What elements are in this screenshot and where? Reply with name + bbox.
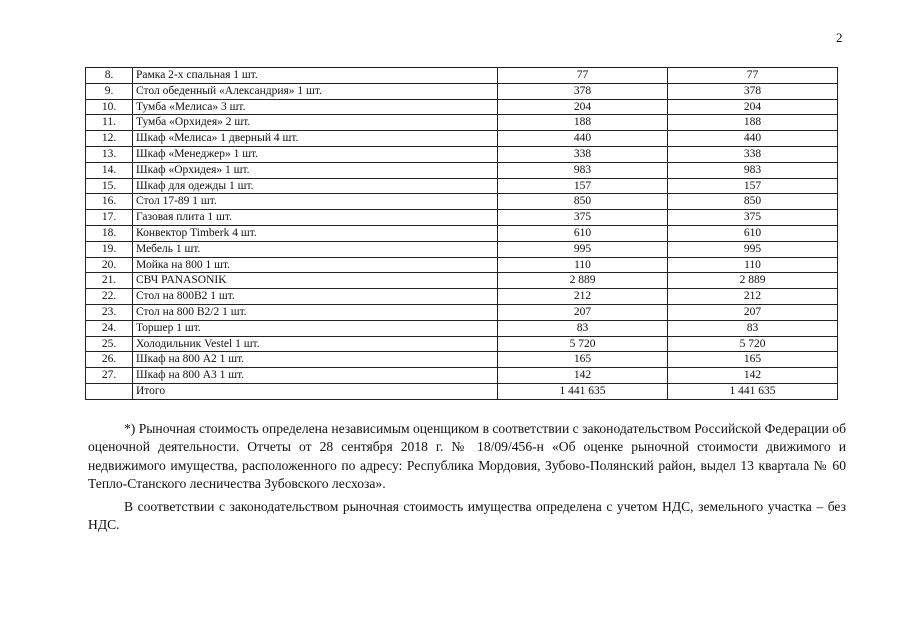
table-row xyxy=(86,210,838,226)
value-cell-2: 188 xyxy=(668,115,838,131)
value-cell-1: 995 xyxy=(498,241,668,257)
table-row xyxy=(86,131,838,147)
row-number-cell: 8. xyxy=(86,68,133,84)
value-cell-2: 850 xyxy=(668,194,838,210)
table-row xyxy=(86,68,838,84)
value-cell-2: 5 720 xyxy=(668,336,838,352)
value-cell-1: 983 xyxy=(498,162,668,178)
row-number-cell: 10. xyxy=(86,99,133,115)
value-cell-1: 83 xyxy=(498,320,668,336)
item-name-cell: Тумба «Мелиса» 3 шт. xyxy=(133,99,498,115)
row-number-cell: 22. xyxy=(86,289,133,305)
item-name-cell: СВЧ PANASONIK xyxy=(133,273,498,289)
value-cell-1: 142 xyxy=(498,368,668,384)
table-row xyxy=(86,225,838,241)
row-number-cell: 19. xyxy=(86,241,133,257)
item-name-cell: Стол на 800В2 1 шт. xyxy=(133,289,498,305)
value-cell-1: 338 xyxy=(498,146,668,162)
value-cell-1: 5 720 xyxy=(498,336,668,352)
table-row xyxy=(86,336,838,352)
row-number-cell: 18. xyxy=(86,225,133,241)
value-cell-1: 77 xyxy=(498,68,668,84)
value-cell-1: 207 xyxy=(498,304,668,320)
table-row xyxy=(86,241,838,257)
value-cell-2: 610 xyxy=(668,225,838,241)
assets-table-body xyxy=(86,68,838,400)
table-row xyxy=(86,146,838,162)
valuation-note-paragraph: *) Рыночная стоимость определена независимым оценщиком в соответствии с законодательством Российской Федерации об оценочной деятельности. Отчеты от 28 сентября 2018 г. № 18/09/456-н «Об оценке рыночной стоимости движимого и недвижимого имущества, расположенного по адресу: Республика Мордовия, Зубово-Полянский район, выдел 13 квартала № 60 Тепло-Станского лесничества Зубовского лесхоза». xyxy=(88,420,846,492)
total-number-cell xyxy=(86,383,133,399)
item-name-cell: Тумба «Орхидея» 2 шт. xyxy=(133,115,498,131)
total-value-cell-1: 1 441 635 xyxy=(498,383,668,399)
value-cell-2: 142 xyxy=(668,368,838,384)
value-cell-1: 2 889 xyxy=(498,273,668,289)
row-number-cell: 24. xyxy=(86,320,133,336)
item-name-cell: Шкаф «Мелиса» 1 дверный 4 шт. xyxy=(133,131,498,147)
value-cell-2: 204 xyxy=(668,99,838,115)
row-number-cell: 16. xyxy=(86,194,133,210)
row-number-cell: 20. xyxy=(86,257,133,273)
table-row xyxy=(86,162,838,178)
table-row xyxy=(86,83,838,99)
value-cell-2: 378 xyxy=(668,83,838,99)
value-cell-2: 110 xyxy=(668,257,838,273)
table-row xyxy=(86,194,838,210)
assets-table xyxy=(85,67,838,400)
vat-paragraph: В соответствии с законодательством рыночная стоимость имущества определена с учетом НДС, земельного участка – без НДС. xyxy=(88,498,846,533)
table-row xyxy=(86,352,838,368)
item-name-cell: Конвектор Timberk 4 шт. xyxy=(133,225,498,241)
item-name-cell: Мойка на 800 1 шт. xyxy=(133,257,498,273)
value-cell-2: 77 xyxy=(668,68,838,84)
table-row xyxy=(86,99,838,115)
total-row xyxy=(86,383,838,399)
item-name-cell: Холодильник Vestel 1 шт. xyxy=(133,336,498,352)
row-number-cell: 27. xyxy=(86,368,133,384)
value-cell-1: 212 xyxy=(498,289,668,305)
value-cell-2: 157 xyxy=(668,178,838,194)
row-number-cell: 12. xyxy=(86,131,133,147)
table-row xyxy=(86,257,838,273)
table-row xyxy=(86,178,838,194)
item-name-cell: Стол обеденный «Александрия» 1 шт. xyxy=(133,83,498,99)
value-cell-2: 983 xyxy=(668,162,838,178)
total-label-cell: Итого xyxy=(133,383,498,399)
row-number-cell: 13. xyxy=(86,146,133,162)
table-row xyxy=(86,304,838,320)
value-cell-1: 204 xyxy=(498,99,668,115)
table-row xyxy=(86,115,838,131)
value-cell-2: 212 xyxy=(668,289,838,305)
value-cell-1: 610 xyxy=(498,225,668,241)
row-number-cell: 14. xyxy=(86,162,133,178)
row-number-cell: 23. xyxy=(86,304,133,320)
row-number-cell: 26. xyxy=(86,352,133,368)
value-cell-1: 165 xyxy=(498,352,668,368)
row-number-cell: 9. xyxy=(86,83,133,99)
row-number-cell: 21. xyxy=(86,273,133,289)
item-name-cell: Шкаф на 800 А3 1 шт. xyxy=(133,368,498,384)
table-row xyxy=(86,320,838,336)
value-cell-2: 207 xyxy=(668,304,838,320)
value-cell-2: 338 xyxy=(668,146,838,162)
row-number-cell: 11. xyxy=(86,115,133,131)
value-cell-1: 440 xyxy=(498,131,668,147)
item-name-cell: Торшер 1 шт. xyxy=(133,320,498,336)
table-row xyxy=(86,368,838,384)
value-cell-1: 850 xyxy=(498,194,668,210)
item-name-cell: Шкаф «Орхидея» 1 шт. xyxy=(133,162,498,178)
value-cell-1: 110 xyxy=(498,257,668,273)
item-name-cell: Стол 17-89 1 шт. xyxy=(133,194,498,210)
row-number-cell: 15. xyxy=(86,178,133,194)
item-name-cell: Шкаф «Менеджер» 1 шт. xyxy=(133,146,498,162)
value-cell-1: 188 xyxy=(498,115,668,131)
value-cell-2: 2 889 xyxy=(668,273,838,289)
value-cell-2: 995 xyxy=(668,241,838,257)
value-cell-1: 375 xyxy=(498,210,668,226)
value-cell-2: 83 xyxy=(668,320,838,336)
value-cell-1: 157 xyxy=(498,178,668,194)
value-cell-2: 375 xyxy=(668,210,838,226)
item-name-cell: Стол на 800 В2/2 1 шт. xyxy=(133,304,498,320)
item-name-cell: Газовая плита 1 шт. xyxy=(133,210,498,226)
value-cell-2: 440 xyxy=(668,131,838,147)
page-number: 2 xyxy=(836,30,843,45)
value-cell-2: 165 xyxy=(668,352,838,368)
row-number-cell: 17. xyxy=(86,210,133,226)
item-name-cell: Шкаф для одежды 1 шт. xyxy=(133,178,498,194)
row-number-cell: 25. xyxy=(86,336,133,352)
item-name-cell: Рамка 2-х спальная 1 шт. xyxy=(133,68,498,84)
total-value-cell-2: 1 441 635 xyxy=(668,383,838,399)
item-name-cell: Шкаф на 800 А2 1 шт. xyxy=(133,352,498,368)
item-name-cell: Мебель 1 шт. xyxy=(133,241,498,257)
table-row xyxy=(86,289,838,305)
table-row xyxy=(86,273,838,289)
value-cell-1: 378 xyxy=(498,83,668,99)
